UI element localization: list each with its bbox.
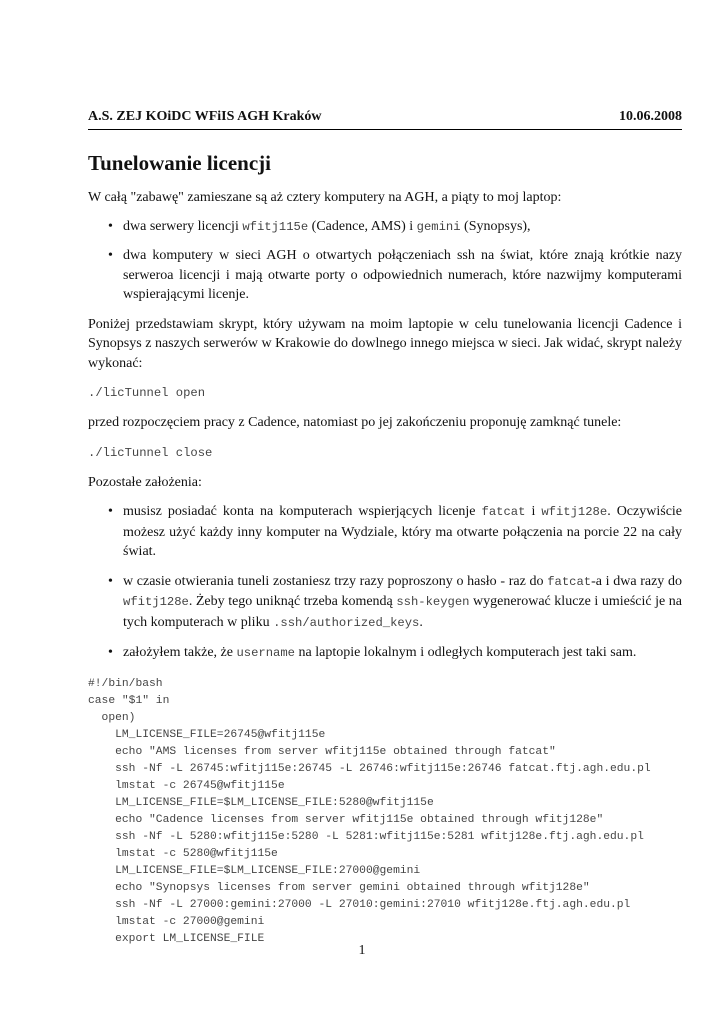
document-title: Tunelowanie licencji [88,151,271,175]
close-intro-paragraph: przed rozpoczęciem pracy z Cadence, natomiast po jej zakończeniu proponuję zamknąć tunele: [88,415,622,430]
page-number: 1 [358,943,366,958]
list-item: • dwa serwery licencji wfitj115e (Cadence, AMS) i gemini (Synopsys), [88,217,682,238]
header-rule [88,129,682,130]
page-header [88,108,682,126]
list-item: • założyłem także, że username na laptopie lokalnym i odległych komputerach jest taki sam. [88,643,682,664]
assumptions-heading: Pozostałe założenia: [88,474,202,490]
header-date: 10.06.2008 [619,109,682,124]
computers-list [88,217,682,305]
list-item: • w czasie otwierania tuneli zostaniesz trzy razy poproszony o hasło - raz do fatcat-a i dwa razy do wfitj128e. Żeby tego uniknąć trzeba komendą ssh-keygen wygenerować klucze i umieścić je na tych komputerach w pliku .ssh/authorized_keys. [88,572,682,634]
script-intro-paragraph: Poniżej przedstawiam skrypt, który używam na moim laptopie w celu tunelowania licencji Cadence i Synopsys z naszych serwerów w Krakowie do dowlnego innego miejsca w sieci. Jak widać, skrypt należy wykonać: [88,316,682,371]
command-close: ./licTunnel close [88,445,213,460]
list-item: • dwa komputery w sieci AGH o otwartych połączeniach ssh na świat, które znają krótkie nazy serweroa licencji i mają otwarte porty o odpowiednich numerach, które nazwijmy komputerami wspierającymi licenje. [88,246,682,305]
intro-paragraph: W całą "zabawę" zamieszane są aż cztery komputery na AGH, a piąty to moj laptop: [88,190,562,205]
document-page [88,108,682,948]
bash-script-listing: #!/bin/bash case "$1" in open) LM_LICENSE_FILE=26745@wfitj115e echo "AMS licenses from server wfitj115e obtained through fatcat" ssh -Nf -L 26745:wfitj115e:26745 -L 26746:wfitj115e:26746 fatcat.ftj.agh.edu.pl lmstat -c 26745@wfitj115e LM_LICENSE_FILE=$LM_LICENSE_FILE:5280@wfitj115e echo "Cadence licenses from server wfitj115e obtained through wfitj128e" ssh -Nf -L 5280:wfitj115e:5280 -L 5281:wfitj115e:5281 wfitj128e.ftj.agh.edu.pl lmstat -c 5280@wfitj115e LM_LICENSE_FILE=$LM_LICENSE_FILE:27000@gemini echo "Synopsys licenses from server gemini obtained through wfitj128e" ssh -Nf -L 27000:gemini:27000 -L 27010:gemini:27010 wfitj128e.ftj.agh.edu.pl lmstat -c 27000@gemini export LM_LICENSE_FILE [88,677,651,945]
command-open: ./licTunnel open [88,386,206,400]
header-organization: A.S. ZEJ KOiDC WFiIS AGH Kraków [88,109,322,124]
list-item: • musisz posiadać konta na komputerach wspierjących licenje fatcat i wfitj128e. Oczywiście możesz użyć każdy inny komputer na Wydziale, który ma otwarte połączenia na porcie 22 na cały świat. [88,502,682,562]
assumptions-list [88,502,682,664]
